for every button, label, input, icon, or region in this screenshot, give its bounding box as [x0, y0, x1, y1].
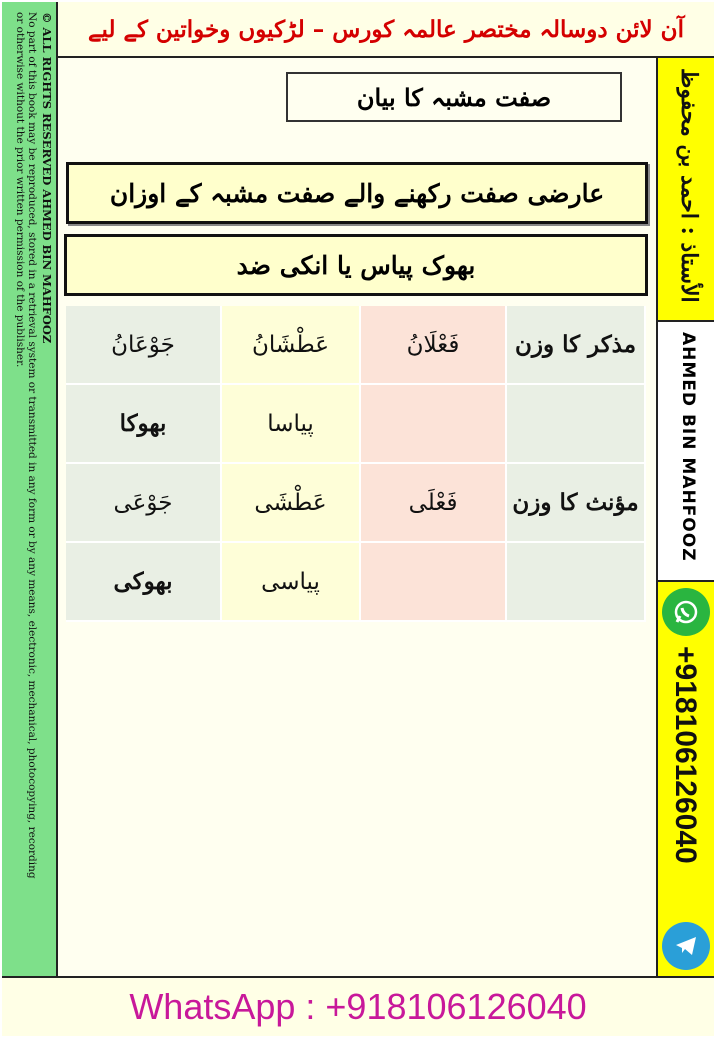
section-heading: بھوک پیاس یا انکی ضد: [64, 234, 648, 296]
example-cell: جَوْعَی: [66, 464, 222, 543]
teacher-panel: [658, 58, 714, 322]
name-panel: [658, 322, 714, 580]
header-title: آن لائن دوسالہ مختصر عالمہ کورس – لڑکیوں وخواتین کے لیے: [88, 15, 684, 43]
phone-panel: [658, 580, 714, 976]
header-bar: [58, 2, 714, 58]
pattern-table: [66, 306, 646, 622]
subtopic-heading: عارضی صفت رکھنے والے صفت مشبہ کے اوزان: [66, 162, 648, 224]
label-cell: [507, 385, 646, 464]
whatsapp-contact[interactable]: WhatsApp : +918106126040: [129, 986, 587, 1027]
pattern-cell: [361, 543, 507, 622]
label-cell: [507, 543, 646, 622]
example-cell: عَطْشَی: [222, 464, 361, 543]
pattern-cell: فَعْلَانُ: [361, 306, 507, 385]
copyright-strip: [2, 2, 58, 976]
table-row: [66, 306, 646, 385]
copyright-line-2: No part of this book may be reproduced, stored in a retrieval system or transmitted in any form or by any means, electronic, mechanical, photocopying, recording: [26, 12, 38, 879]
example-cell: جَوْعَانُ: [66, 306, 222, 385]
copyright-line-1: © ALL RIGHTS RESERVED AHMED BIN MAHFOOZ: [40, 12, 54, 344]
contact-strip: [656, 58, 714, 976]
table-row: [66, 464, 646, 543]
copyright-line-3: or otherwise without the prior written permission of the publisher.: [14, 12, 26, 368]
pattern-cell: فَعْلَی: [361, 464, 507, 543]
teacher-name: الأستاذ : احمد بن محفوظ: [676, 68, 702, 303]
example-cell: پیاسی: [222, 543, 361, 622]
label-cell: مذکر کا وزن: [507, 306, 646, 385]
topic-heading: صفت مشبہ کا بیان: [286, 72, 622, 122]
phone-number[interactable]: +918106126040: [669, 646, 702, 864]
telegram-icon[interactable]: [662, 922, 710, 970]
table-row: [66, 385, 646, 464]
table-row: [66, 543, 646, 622]
pattern-cell: [361, 385, 507, 464]
author-name: AHMED BIN MAHFOOZ: [678, 332, 698, 562]
whatsapp-icon[interactable]: [662, 588, 710, 636]
example-cell: بھوکا: [66, 385, 222, 464]
example-cell: بھوکی: [66, 543, 222, 622]
example-cell: پیاسا: [222, 385, 361, 464]
footer-bar: [2, 976, 714, 1036]
label-cell: مؤنث کا وزن: [507, 464, 646, 543]
example-cell: عَطْشَانُ: [222, 306, 361, 385]
